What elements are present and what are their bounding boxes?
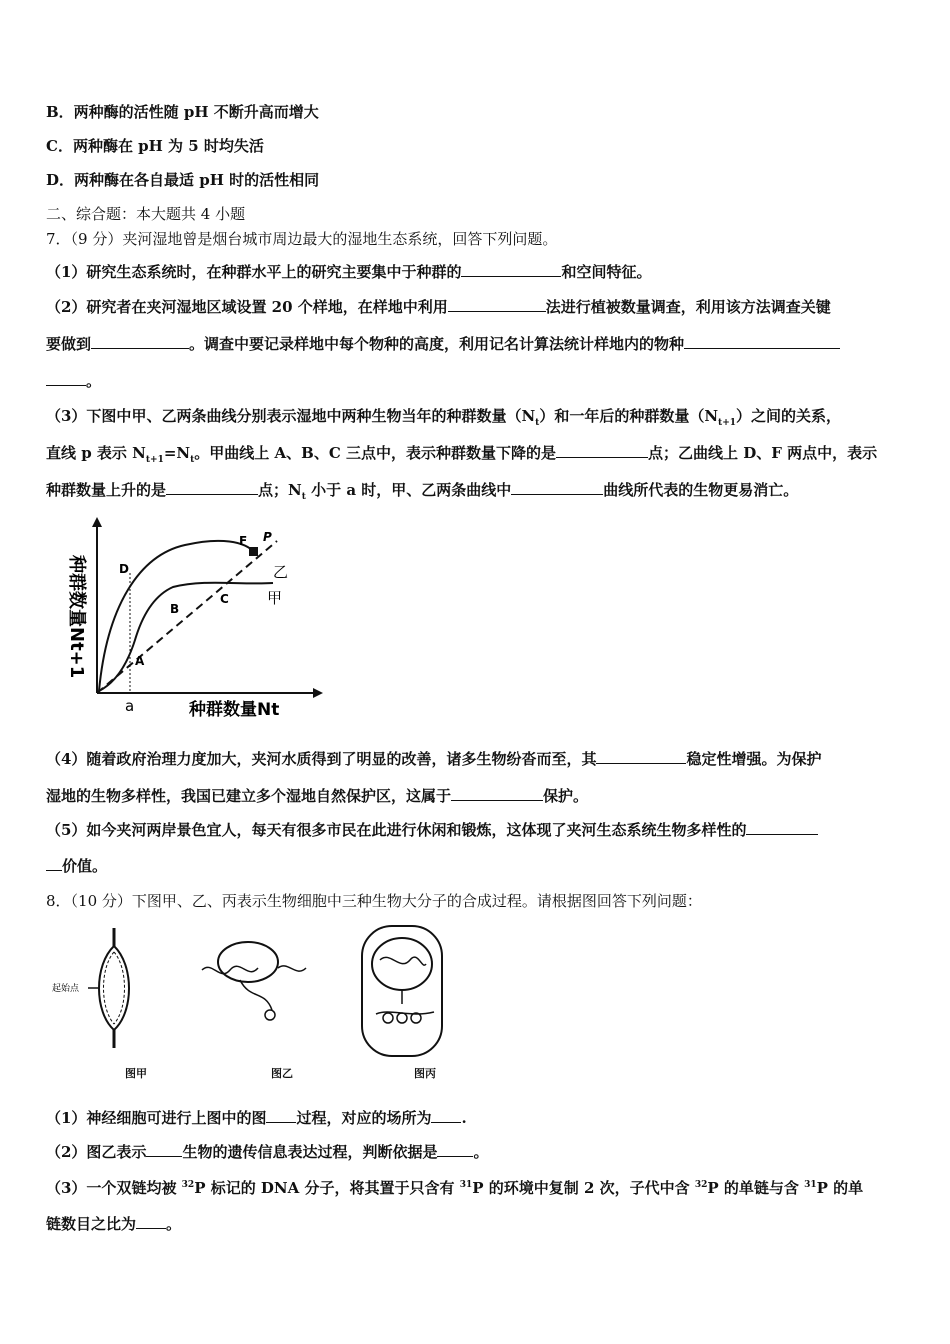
q7-part3-line1: （3）下图中甲、乙两条曲线分别表示湿地中两种生物当年的种群数量$(N_t)$和一年后的种群数量$(N_{t+1})$之间的关系， xyxy=(46,407,842,428)
answer-blank[interactable] xyxy=(136,1214,166,1229)
q7-part5-line1: （5）如今夹河两岸景色宜人，每天有很多市民在此进行休闲和锻炼，这体现了夹河生态系统生物多样性的 xyxy=(46,820,818,840)
x-axis-arrow-icon xyxy=(313,688,323,698)
answer-blank[interactable] xyxy=(461,262,561,277)
q7-part1: （1）研究生态系统时，在种群水平上的研究主要集中于种群的 和空间特征。 xyxy=(46,263,652,281)
q7-part2-line1: （2）研究者在夹河湿地区域设置 20 个样地，在样地中利用 法进行植被数量调查，利用该方法调查关键 xyxy=(46,298,831,316)
x-axis-label: 种群数量Nt xyxy=(189,700,280,720)
answer-blank[interactable] xyxy=(166,480,258,495)
answer-blank[interactable] xyxy=(556,443,648,458)
answer-blank[interactable] xyxy=(451,786,543,801)
y-axis-label: 种群数量Nt+1 xyxy=(66,555,87,679)
caption-figure-bing: 图丙 xyxy=(414,1067,436,1080)
point-c-label: C xyxy=(220,592,229,606)
point-d-label: D xyxy=(119,562,129,576)
point-a-label: A xyxy=(135,654,145,668)
q7-part3-line2: 直线 p 表示 $N_{t+1}=N_t$。甲曲线上 A、B、C 三点中，表示种群数量下降的是 点；乙曲线上 D、F 两点中，表示 xyxy=(46,444,878,465)
figure-jia-replication xyxy=(88,928,129,1048)
answer-blank[interactable] xyxy=(431,1108,461,1123)
x-tick-a: a xyxy=(125,697,135,715)
answer-blank[interactable] xyxy=(91,334,189,349)
q8-part2: （2）图乙表示 生物的遗传信息表达过程，判断依据是 。 xyxy=(46,1143,489,1161)
intersection-marker xyxy=(249,547,258,556)
answer-blank[interactable] xyxy=(448,297,546,312)
caption-figure-jia: 图甲 xyxy=(125,1067,147,1080)
answer-blank[interactable] xyxy=(511,480,603,495)
y-axis-arrow-icon xyxy=(92,517,102,527)
answer-blank[interactable] xyxy=(746,820,818,835)
point-b-label: B xyxy=(170,602,180,616)
option-d: D．两种酶在各自最适 pH 时的活性相同 xyxy=(46,171,320,189)
curve-jia-label: 甲 xyxy=(267,589,283,607)
figure-yi-transcription-translation xyxy=(202,942,306,1020)
curve-jia xyxy=(99,583,273,691)
q7-stem: 7．（9 分）夹河湿地曾是烟台城市周边最大的湿地生态系统，回答下列问题。 xyxy=(46,230,558,248)
origin-label: 起始点 xyxy=(52,984,80,994)
answer-blank[interactable] xyxy=(684,334,840,349)
q7-part5-line2: 价值。 xyxy=(46,856,107,876)
q7-part3-line3: 种群数量上升的是 点；$N_t$ 小于 a 时，甲、乙两条曲线中 曲线所代表的生物更易消亡。 xyxy=(46,481,799,502)
q7-part2-line2: 要做到 。调查中要记录样地中每个物种的高度，利用记名计算法统计样地内的物种 xyxy=(46,334,840,354)
population-curve-figure xyxy=(55,515,335,730)
q8-part1: （1）神经细胞可进行上图中的图 过程，对应的场所为 . xyxy=(46,1109,467,1127)
section-heading: 二、综合题：本大题共 4 小题 xyxy=(46,205,246,223)
answer-blank[interactable] xyxy=(46,856,62,871)
point-f-label: F xyxy=(239,534,248,548)
answer-blank[interactable] xyxy=(146,1142,182,1157)
q8-part3-line2: 链数目之比为 。 xyxy=(46,1215,182,1233)
answer-blank[interactable] xyxy=(46,371,86,386)
macromolecule-synthesis-figure xyxy=(50,920,450,1085)
option-b: B．两种酶的活性随 pH 不断升高而增大 xyxy=(46,103,319,121)
q8-part3-line1: （3）一个双链均被 $^{32}$P 标记的 DNA 分子，将其置于只含有 $^{31}$P 的环境中复制 2 次，子代中含 $^{32}$P 的单链与含 $^{31}$P 的单 xyxy=(46,1179,864,1197)
option-c: C．两种酶在 pH 为 5 时均失活 xyxy=(46,137,264,155)
caption-figure-yi: 图乙 xyxy=(271,1067,293,1080)
answer-blank[interactable] xyxy=(437,1142,473,1157)
line-p-label: P xyxy=(263,530,272,544)
curve-yi-label: 乙 xyxy=(273,563,289,581)
q7-part4-line1: （4）随着政府治理力度加大，夹河水质得到了明显的改善，诸多生物纷沓而至，其 稳定性增强。为保护 xyxy=(46,750,822,768)
figure-bing-cell xyxy=(362,926,442,1056)
answer-blank[interactable] xyxy=(266,1108,296,1123)
q7-part4-line2: 湿地的生物多样性，我国已建立多个湿地自然保护区，这属于 保护。 xyxy=(46,787,589,805)
answer-blank[interactable] xyxy=(596,749,686,764)
q8-stem: 8．（10 分）下图甲、乙、丙表示生物细胞中三种生物大分子的合成过程。请根据图回答下列问题： xyxy=(46,892,702,910)
q7-part2-line3: 。 xyxy=(46,371,101,391)
